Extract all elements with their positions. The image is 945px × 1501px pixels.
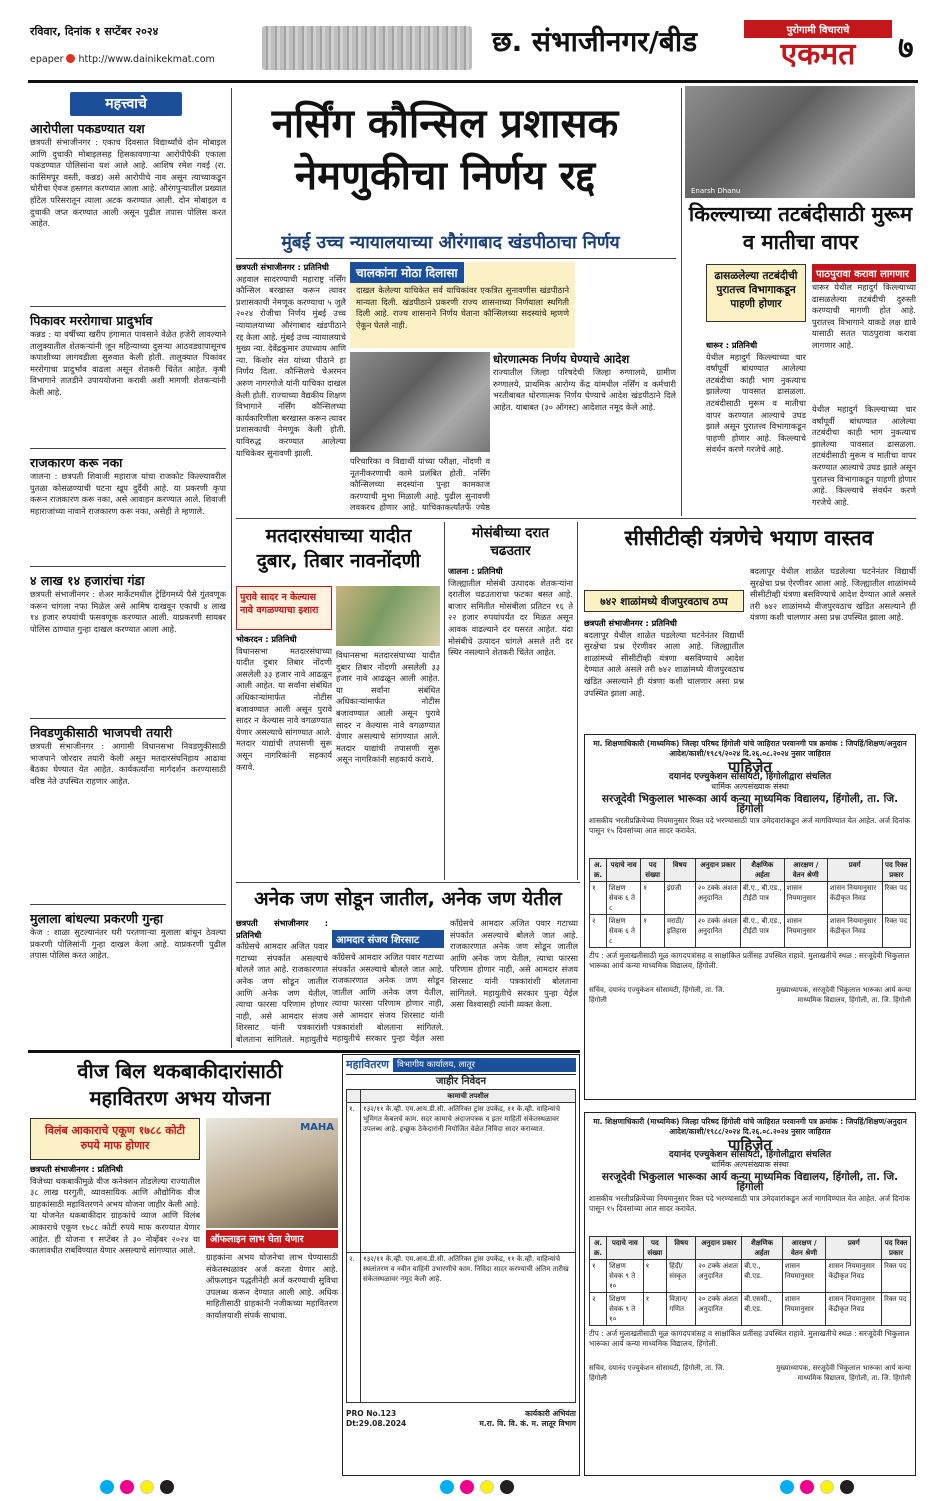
ad2-sign-right: मुख्याध्यापक, सरजूदेवी भिकुलाल भारूका आर्य कन्या माध्यमिक विद्यालय, हिंगोली, ता. जि. हिंगोली: [776, 1364, 911, 1382]
epaper-label: epaper: [30, 54, 64, 65]
lead-column-1: [236, 262, 346, 512]
ad2-ref: मा. शिक्षणाधिकारी (माध्यमिक) जिल्हा परिषद हिंगोली यांचे जाहिरात परवानगी पत्र क्रमांक : जिपहिं/शिक्षण/अनुदान आदेश/काशी/१९८८/२०२४ दि.२६.०८.२०२४ नुसार जाहिरात: [593, 1117, 907, 1136]
page-number: ७: [898, 31, 914, 66]
ad2-school: सरजूदेवी भिकुलाल भारूका आर्य कन्या माध्यमिक विद्यालय, हिंगोली, ता. जि. हिंगोली: [601, 1171, 899, 1193]
tender-signatory: कार्यकारी अभियंता: [525, 1409, 576, 1418]
tender-footer: [346, 1409, 576, 1429]
table-cell: शिक्षण सेवक ९ ते १०: [607, 1260, 643, 1293]
table-cell: बी.ए., बी.एड., टीईटी पात्र: [740, 882, 784, 915]
table-header: प्रवर्ग: [827, 859, 882, 882]
table-header: अनुदान प्रकार: [695, 859, 740, 882]
ad2-sign-left: सचिव, दयानंद एज्युकेशन सोसायटी, हिंगोली, ता. जि. हिंगोली: [589, 1364, 725, 1382]
mahavitaran-headline-line1: वीज बिल थकबाकीदारांसाठी: [77, 1059, 283, 1083]
mosambi-headline-line2: चढउतार: [490, 543, 531, 559]
voters-box: [236, 586, 332, 630]
table-cell: १: [643, 1260, 667, 1293]
registration-mark: [780, 1480, 794, 1494]
voters-headline-line2: दुबार, तिबार नावनोंदणी: [256, 550, 421, 572]
table-header: कामाची तपशील: [361, 1090, 576, 1103]
table-cell: शिक्षण सेवक ९ ते १०: [607, 1293, 643, 1326]
mahavitaran-column-2: ग्राहकांना अभय योजनेचा लाभ घेण्यासाठी संकेतस्थळावर अर्ज करता येणार आहे. ऑफलाइन पद्धतीनेही अर्ज करण्याची सुविधा उपलब्ध करून देण्यात आली आहे. अधिक माहितीसाठी ग्राहकांनी नजीकच्या महावितरण कार्यालयाशी संपर्क साधावा.: [206, 1252, 338, 1320]
sidebar-story: [30, 312, 226, 453]
mahavitaran-headline-line2: महावितरण अभय योजना: [89, 1086, 271, 1110]
table-cell: १: [643, 1293, 667, 1326]
ad2-tag: धार्मिक अल्पसंख्याक संस्था: [711, 1160, 789, 1169]
ad2-title: पाहिजेत: [728, 1136, 772, 1154]
table-row: [590, 915, 911, 948]
fort-box-title: पाठपुरावा करावा लागणार: [812, 264, 916, 282]
tender-notice: [342, 1054, 580, 1476]
registration-mark: [440, 1480, 454, 1494]
table-row: [347, 1253, 576, 1403]
table-row: [590, 1293, 911, 1326]
globe-icon: [66, 54, 75, 63]
sidebar-story: [30, 572, 226, 693]
table-cell: १: [590, 882, 607, 915]
table-cell: शिक्षण सेवक ६ ते ८: [606, 915, 640, 948]
mosambi-column: [448, 566, 573, 876]
table-cell: विज्ञान/गणित: [667, 1293, 696, 1326]
table-header-row: [590, 1237, 911, 1260]
table-row: [347, 1103, 576, 1253]
table-header: पद संख्या: [641, 859, 664, 882]
table-cell: १: [590, 1260, 607, 1293]
mosambi-body: जिल्ह्यातील मोसंबी उत्पादक शेतकऱ्यांना दरातील चढउताराचा फटका बसत आहे. बाजार समितीत मोसंबीला प्रतिटन १६ ते २२ हजार रुपयांपर्यंत दर मिळत असून आवक वाढल्याने दर घसरत आहेत. यंदा मोसंबीचे उत्पादन चांगले असले तरी दर स्थिर नसल्याने शेतकरी चिंतेत आहेत.: [448, 577, 573, 658]
mahavitaran-dateline: छत्रपती संभाजीनगर : प्रतिनिधी: [30, 1164, 123, 1174]
mosambi-divider: [577, 522, 578, 880]
mahavitaran-photo-label: MAHA: [300, 1122, 334, 1133]
ad2-society: दयानंद एज्युकेशन सोसायटी, हिंगोलीद्वारा संचलित: [668, 1150, 832, 1160]
table-cell: शासन नियमानुसार: [782, 1293, 826, 1326]
table-cell: रिक्त पद: [882, 1293, 911, 1326]
ad1-ref: मा. शिक्षणाधिकारी (माध्यमिक) जिल्हा परिषद हिंगोली यांचे जाहिरात परवानगी पत्र क्रमांक : जिपहिं/शिक्षण/अनुदान आदेश/काशी/१९८९/२०२४ दि.२६.०८.२०२४ नुसार जाहिरात: [593, 739, 907, 758]
fort-side-box: [812, 264, 916, 400]
table-cell: बी.एससी., बी.एड.: [742, 1293, 783, 1326]
table-cell: १: [641, 882, 664, 915]
ad1-intro: शासकीय भरतीप्रक्रियेच्या नियमानुसार रिक्त पदे भरण्यासाठी पात्र उमेदवारांकडून अर्ज मागविण्यात येत आहेत. अर्ज दिनांक पासून १५ दिवसांच्या आत सादर करावेत.: [589, 816, 910, 835]
voters-dateline: भोकरदन : प्रतिनिधी: [236, 634, 297, 644]
lead-body: अहवाल सादरण्याची महाराष्ट्र नर्सिंग कौन्सिल बरखास्त करून त्यावर प्रशासकाची नेमणूक करण्याचा ५ जुलै २०२४ रोजीचा निर्णय मुंबई उच्च न्यायालयाच्या औरंगाबाद खंडपीठाने रद्द केला आहे. मुंबई उच्च न्यायालयाचे मुख्य न्या. देवेंद्रकुमार उपाध्याय आणि न्या. किशोर संत यांच्या पीठाने हा निर्णय दिला. कौन्सिलचे चेअरमन अरुण नागरगोजे यांनी याचिका दाखल केली होती. राज्याच्या वैद्यकीय शिक्षण विभागाने नर्सिंग कौन्सिलच्या कार्यकारिणीला बरखास्त करून त्यावर प्रशासकाची नेमणूक केली होती. याविरुद्ध करण्यात आलेल्या याचिकेवर सुनावणी झाली.: [236, 273, 346, 458]
table-cell: शासन नियमानुसार केंद्रीकृत निवड: [827, 882, 882, 915]
masthead-date: रविवार, दिनांक १ सप्टेंबर २०२४: [30, 25, 159, 38]
table-cell: शासन नियमानुसार: [784, 882, 827, 915]
table-cell: रिक्त पद: [882, 915, 910, 948]
lead-rule: [236, 258, 676, 259]
table-cell: शिक्षण सेवक ६ ते ८: [606, 882, 640, 915]
table-header-row: [347, 1090, 576, 1103]
table-cell: इंग्रजी: [664, 882, 695, 915]
tender-signatory-office: म.रा. वि. वि. कं. म. लातूर विभाग: [479, 1419, 576, 1428]
lead-dateline: छत्रपती संभाजीनगर : प्रतिनिधी: [236, 262, 329, 272]
fort-headline: किल्ल्याच्या तटबंदीसाठी मुरूम व मातीचा वापर: [688, 202, 913, 254]
tender-logo: महावितरण: [346, 1058, 389, 1071]
ad1-sign-right: मुख्याध्यापक, सरजूदेवी भिकुलाल भारूका आर्य कन्या माध्यमिक विद्यालय, हिंगोली, ता. जि. हिंगोली: [776, 986, 911, 1004]
lead-subheadline: मुंबई उच्च न्यायालयाच्या औरंगाबाद खंडपीठाचा निर्णय: [281, 233, 620, 253]
lead-box-text: दाखल केलेल्या याचिकेत सर्व याचिकांवर एकत्रित सुनावणीस खंडपीठाने मान्यता दिली. खंडपीठाने प्रकरणी राज्य शासनाच्या निर्णयाला स्थगिती दिली आहे. राज्य शासनाने निर्णय घेताना कौन्सिलच्या सदस्यांचे म्हणणे ऐकून घेतले नाही.: [356, 285, 569, 330]
fort-body-col1: [706, 340, 806, 510]
masthead-skyline-art: [262, 26, 472, 70]
table-cell: बी.ए., बी.एड., टीईटी पात्र: [740, 915, 784, 948]
fort-sub-box: ढासळलेल्या तटबंदीची पुरातत्त्व विभागाकडून पाहणी होणार: [706, 264, 806, 322]
sirsat-dateline: छत्रपती संभाजीनगर : प्रतिनिधी: [236, 918, 328, 940]
mosambi-dateline: जालना : प्रतिनिधी: [448, 566, 503, 576]
cctv-column-1: [584, 618, 744, 728]
mosambi-headline-line1: मोसंबीच्या दरात: [471, 525, 550, 541]
tender-table: [346, 1089, 576, 1403]
table-cell: १३२/११ के.व्ही. एम.आय.डी.सी. अतिरिक्त ट्रांस उपकेंद्र, ११ के.व्ही. वाहिन्यांचे भूमिगत केबलचे काम. सदर कामाचे अंदाजपत्रक व इतर माहिती संकेतस्थळावर उपलब्ध आहे. इच्छुक ठेकेदारांनी नियोजित वेळेत निविदा सादर कराव्यात.: [361, 1103, 576, 1253]
sidebar-story: [30, 120, 226, 297]
table-cell: शासन नियमानुसार: [782, 1260, 826, 1293]
table-cell: २० टक्के अंशतः अनुदानित: [696, 1293, 742, 1326]
cctv-body: बदलापूर येथील शाळेत घडलेल्या घटनेनंतर विद्यार्थी सुरक्षेचा प्रश्न ऐरणीवर आला आहे. जिल्ह्यातील शाळांमध्ये सीसीटीव्ही यंत्रणा बसविण्याचे आदेश देण्यात आले असले तरी ७४२ शाळांमध्ये वीजपुरवठाच खंडित असल्याने ही यंत्रणा कशी चालणार असा प्रश्न उपस्थित झाला आहे.: [584, 629, 744, 698]
ad1-tag: धार्मिक अल्पसंख्याक संस्था: [711, 782, 789, 791]
tender-pro-date: Dt:29.08.2024: [346, 1419, 407, 1428]
table-cell: मराठी/इतिहास: [664, 915, 695, 948]
table-cell: शासन नियमानुसार केंद्रीकृत निवड: [826, 1293, 882, 1326]
sidebar-story-title: मुलाला बांधल्या प्रकरणी गुन्हा: [30, 911, 163, 926]
voters-box-title: पुरावे सादर न केल्यास नावे वगळण्याचा इशारा: [240, 592, 319, 616]
table-cell: १: [641, 915, 664, 948]
sidebar-story-title: निवडणुकीसाठी भाजपची तयारी: [30, 725, 173, 740]
lead-highlight-box: [350, 262, 575, 348]
ad1-note: टीप : अर्ज मुलाखतीसाठी मूळ कागदपत्रांसह व साक्षांकित प्रतींसह उपस्थित राहावे. मुलाखतीचे स्थळ : सरजूदेवी भिकुलाल भारूका आर्य कन्या माध्यमिक विद्यालय, हिंगोली.: [589, 951, 910, 970]
masthead-rule: [28, 80, 918, 83]
voters-divider: [444, 522, 445, 880]
ad1-sign-left: सचिव, दयानंद एज्युकेशन सोसायटी, हिंगोली, ता. जि. हिंगोली: [589, 986, 725, 1004]
table-header: शैक्षणिक अर्हता: [740, 859, 784, 882]
table-header: प्रवर्ग: [826, 1237, 882, 1260]
table-header: पद रिक्त प्रकार: [882, 859, 910, 882]
table-cell: शासन नियमानुसार केंद्रीकृत निवड: [826, 1260, 882, 1293]
voters-body: विधानसभा मतदारसंघाच्या यादीत दुबार तिबार नोंदणी असलेली ३३ हजार नावे आढळून आली आहेत. या सर्वांना संबंधित अधिकाऱ्यांमार्फत नोटीस बजावण्यात आली असून पुरावे सादर न केल्यास नावे वगळण्यात येणार असल्याचे सांगण्यात आले. मतदार याद्यांची तपासणी सुरू असून नागरिकांनी सहकार्य करावे.: [236, 645, 332, 772]
sidebar-story-title: आरोपीला पकडण्यात यश: [30, 121, 145, 136]
registration-mark: [500, 1480, 514, 1494]
sidebar-story-title: राजकारण करू नका: [30, 455, 123, 470]
registration-mark: [160, 1480, 174, 1494]
mahavitaran-body: विजेच्या थकबाकीमुळे वीज कनेक्शन तोडलेल्या राज्यातील ३८ लाख घरगुती, व्यावसायिक आणि औद्योगिक वीज ग्राहकांसाठी महावितरणने अभय योजना जाहीर केली आहे. या योजनेत थकबाकीदार ग्राहकांचे व्याज आणि विलंब आकाराचे एकूण १७८८ कोटी रुपये माफ करण्यात येणार आहेत. ही योजना १ सप्टेंबर ते ३० नोव्हेंबर २०२४ या कालावधीत राबविण्यात येणार असल्याचे सांगण्यात आले.: [30, 1175, 200, 1256]
table-cell: २: [590, 915, 607, 948]
table-cell: शासन नियमानुसार: [784, 915, 827, 948]
table-cell: रिक्त पद: [882, 882, 910, 915]
cctv-dateline: छत्रपती संभाजीनगर : प्रतिनिधी: [584, 618, 677, 628]
classified-ad-1: [584, 734, 916, 1100]
ad1-society: दयानंद एज्युकेशन सोसायटी, हिंगोलीद्वारा संचलित: [668, 772, 832, 782]
table-cell: २.: [347, 1253, 361, 1403]
mahavitaran-box: विलंब आकाराचे एकूण १७८८ कोटी रुपये माफ होणार: [30, 1118, 200, 1160]
sidebar-story-text: छत्रपती संभाजीनगर : शेअर मार्केटमधील ट्रेडिंगमध्ये पैसे गुंतवणूक करून चांगला नफा मिळेल असे आमिष दाखवून एकाची ४ लाख १४ हजार रुपयांची फसवणूक करण्यात आली. याप्रकरणी सायबर पोलिस ठाण्यात गुन्हा दाखल करण्यात आला आहे.: [30, 589, 226, 634]
sidebar-separator: [30, 448, 226, 449]
fort-divider: [681, 88, 682, 516]
registration-mark: [120, 1480, 134, 1494]
website-url[interactable]: http://www.dainikekmat.com: [78, 54, 215, 65]
table-header-row: [590, 859, 911, 882]
table-header: अ. क्र.: [590, 1237, 607, 1260]
voters-column-2: विधानसभा मतदारसंघाच्या यादीत दुबार तिबार नोंदणी असलेली ३३ हजार नावे आढळून आली आहेत. या सर्वांना संबंधित अधिकाऱ्यांमार्फत नोटीस बजावण्यात आली असून पुरावे सादर न केल्यास नावे वगळण्यात येणार असल्याचे सांगण्यात आले. मतदार याद्यांची तपासणी सुरू असून नागरिकांनी सहकार्य करावे.: [336, 650, 440, 765]
registration-mark: [460, 1480, 474, 1494]
table-header: पद रिक्त प्रकार: [882, 1237, 911, 1260]
ad1-table: [589, 858, 911, 948]
sidebar-separator: [30, 306, 226, 307]
table-cell: २: [590, 1293, 607, 1326]
section-rule: [236, 518, 916, 519]
lead-headline-line2: नेमणुकीचा निर्णय रद्द: [294, 153, 596, 199]
sidebar-story: [30, 724, 226, 871]
table-cell: २० टक्के अंशतः अनुदानित: [695, 915, 740, 948]
table-cell: २० टक्के अंशतः अनुदानित: [696, 1260, 742, 1293]
section-title: छ. संभाजीनगर/बीड: [492, 25, 698, 58]
tender-office: विभागीय कार्यालय, लातूर: [393, 1058, 576, 1072]
registration-mark: [480, 1480, 494, 1494]
sidebar-story: [30, 910, 226, 1047]
section-rule: [236, 882, 580, 883]
sidebar-separator: [30, 718, 226, 719]
brand-logo: [744, 20, 892, 76]
table-row: [590, 1260, 911, 1293]
sidebar-separator: [30, 904, 226, 905]
voters-photo: [336, 586, 440, 646]
sirsat-headline: अनेक जण सोडून जातील, अनेक जण येतील: [254, 888, 562, 910]
lead-photo-caption-text: राज्यातील जिल्हा परिषदेची जिल्हा रुग्णालये, ग्रामीण रुग्णालये, प्राथमिक आरोग्य केंद्र यांमधील नर्सिंग व कर्मचारी भरतीबाबत धोरणात्मक निर्णय घेण्याचे आदेश खंडपीठाने दिले आहेत. याबाबत (३० ऑगस्ट) आदेशात नमूद केले आहे.: [493, 367, 676, 412]
cctv-sub-box: ७४२ शाळांमध्ये वीजपुरवठाच ठप्प: [584, 590, 744, 612]
lead-photo-caption-block: [493, 352, 676, 508]
table-header: अनुदान प्रकार: [696, 1237, 742, 1260]
registration-mark: [140, 1480, 154, 1494]
tender-sign-block: [479, 1409, 576, 1429]
sirsat-column-3: काँग्रेसचे आमदार अजित पवार गटाच्या संपर्कात असल्याचे बोलले जात आहे. राजकारणात अनेक जण सोडून जातील आणि अनेक जण येतील, त्याचा फारसा परिणाम होणार नाही, असे आमदार संजय शिरसाट यांनी पत्रकारांशी बोलताना सांगितले. महायुतीचे सरकार पुन्हा येईल असा विश्वासही त्यांनी व्यक्त केला.: [450, 918, 578, 1010]
sidebar-separator: [30, 566, 226, 567]
table-header: विषय: [664, 859, 695, 882]
ad1-signatures: [589, 985, 911, 1005]
sidebar-story-text: कन्नड : या वर्षीच्या खरीप हंगामात पावसाने वेळेत हजेरी लावल्याने तालुक्यातील शेतकऱ्यांनी जून महिन्याच्या दुसऱ्या आठवड्यापासूनच कपाशीच्या लागवडीला सुरुवात केली होती. तालुक्यात पिकांवर मररोगाचा प्रादुर्भाव वाढला असून शेतकरी चिंतेत आहेत. कृषी विभागाने तातडीने उपाययोजना करावी अशी मागणी शेतकऱ्यांनी केली आहे.: [30, 329, 226, 397]
table-cell: बी.ए., बी.एड.: [742, 1260, 783, 1293]
sidebar-story: [30, 454, 226, 555]
lead-headline: [220, 98, 670, 202]
registration-mark: [840, 1480, 854, 1494]
sidebar-heading: महत्त्वाचे: [70, 92, 182, 116]
voters-column-1: [236, 634, 332, 878]
lead-column-3: परिचारिका व विद्यार्थी यांच्या परीक्षा, नोंदणी व नूतनीकरणाची कामे प्रलंबित होती. नर्सिंग कौन्सिलच्या सदस्यांना पुन्हा कामकाज करण्याची मुभा मिळाली आहे. पुढील सुनावणी लवकरच होणार आहे. याचिकाकर्त्यांतर्फे ज्येष्ठ: [350, 456, 490, 512]
table-cell: १.: [347, 1103, 361, 1253]
sirsat-body: काँग्रेसचे आमदार अजित पवार गटाच्या संपर्कात असल्याचे बोलले जात आहे. राजकारणात अनेक जण सोडून जातील आणि अनेक जण येतील, त्याचा फारसा परिणाम होणार नाही, असे आमदार संजय शिरसाट यांनी पत्रकारांशी बोलताना सांगितले. महायुतीचे: [236, 941, 328, 1044]
sirsat-box-title: आमदार संजय शिरसाट: [332, 930, 444, 948]
tender-pro-block: [346, 1409, 406, 1429]
table-header: आरक्षण / वेतन श्रेणी: [782, 1237, 826, 1260]
lead-headline-line1: नर्सिंग कौन्सिल प्रशासक: [271, 101, 619, 147]
mahavitaran-banner: ऑफलाइन लाभ घेता येणार: [206, 1230, 338, 1248]
table-header: पद संख्या: [643, 1237, 667, 1260]
sidebar-story-text: छत्रपती संभाजीनगर : आगामी विधानसभा निवडणुकीसाठी भाजपाने जोरदार तयारी केली असून मतदारसंघनिहाय आढावा बैठका घेण्यात येत आहेत. कार्यकर्त्यांना मार्गदर्शन करण्यासाठी वरिष्ठ नेते उपस्थित राहणार आहेत.: [30, 741, 226, 786]
tender-pro-no: PRO No.123: [346, 1409, 397, 1418]
sirsat-column-1: [236, 918, 328, 1044]
table-header: आरक्षण / वेतन श्रेणी: [784, 859, 827, 882]
tender-title: जाहीर निवेदन: [435, 1076, 487, 1087]
mosambi-headline: [448, 524, 573, 560]
court-building-photo: [350, 352, 490, 452]
sidebar-story-text: छत्रपती संभाजीनगर : एकाच दिवसात विद्यार्थ्यांचे दोन मोबाइल आणि दुचाकी मोबाइलसह हिसकावणाऱ्या आरोपीपैकी एकाला पकडण्यात पोलिसांना यश आले आहे. आशिष रमेश गवई (रा. कासिमपूर वस्ती, कन्नड) असे आरोपीचे नाव असून त्याच्याकडून चोरीचा ऐवज हस्तगत करण्यात आला आहे. औरंगपुऱ्यातील प्रख्यात हॉटेल परिसरातून त्याला अटक करण्यात आली. दोन मोबाइल व दुचाकी जप्त करण्यात आली असून पुढील तपास पोलिस करत आहेत.: [30, 137, 226, 229]
fort-dateline: धारूर : प्रतिनिधी: [706, 340, 758, 350]
ad2-signatures: [589, 1363, 911, 1383]
registration-mark: [800, 1480, 814, 1494]
sirsat-column-2: काँग्रेसचे आमदार अजित पवार गटाच्या संपर्कात असल्याचे बोलले जात आहे. राजकारणात अनेक जण सोडून जातील आणि अनेक जण येतील, त्याचा फारसा परिणाम होणार नाही, असे आमदार संजय शिरसाट यांनी पत्रकारांशी बोलताना सांगितले. महायुतीचे सरकार पुन्हा येईल असा: [332, 952, 444, 1044]
lead-photo-caption: धोरणात्मक निर्णय घेण्याचे आदेश: [493, 352, 630, 366]
section-rule: [28, 1050, 580, 1053]
mahavitaran-press-photo: [206, 1118, 338, 1228]
mahavitaran-column-1: [30, 1164, 200, 1476]
cctv-column-2: बदलापूर येथील शाळेत घडलेल्या घटनेनंतर विद्यार्थी सुरक्षेचा प्रश्न ऐरणीवर आला आहे. जिल्ह्यातील शाळांमध्ये सीसीटीव्ही यंत्रणा बसविण्याचे आदेश देण्यात आले असले तरी ७४२ शाळांमध्ये वीजपुरवठाच खंडित असल्याने ही यंत्रणा कशी चालणार असा प्रश्न उपस्थित झाला आहे.: [750, 566, 916, 623]
fort-wall-photo: [685, 86, 915, 198]
brand-tagline: पुरोगामी विचाराचे: [744, 20, 892, 38]
brand-name: एकमत: [780, 37, 856, 72]
ad2-note: टीप : अर्ज मुलाखतीसाठी मूळ कागदपत्रांसह व साक्षांकित प्रतींसह उपस्थित राहावे. मुलाखतीचे स्थळ : सरजूदेवी भिकुलाल भारूका आर्य कन्या माध्यमिक विद्यालय, हिंगोली.: [589, 1329, 910, 1348]
registration-mark: [820, 1480, 834, 1494]
ad2-table: [589, 1236, 911, 1326]
table-row: [590, 882, 911, 915]
table-cell: २० टक्के अंशतः अनुदानित: [695, 882, 740, 915]
classified-ad-2: [584, 1112, 916, 1476]
table-cell: हिंदी/संस्कृत: [667, 1260, 696, 1293]
photo-credit: Enarsh Dhanu: [691, 187, 741, 195]
epaper-url[interactable]: [30, 54, 215, 65]
lead-box-title: चालकांना मोठा दिलासा: [350, 262, 464, 283]
ad1-title: पाहिजेत: [728, 758, 772, 776]
table-header: पदाचे नाव: [607, 1237, 643, 1260]
sidebar-story-text: केज : शाळा सुटल्यानंतर घरी परतणाऱ्या मुलाला बांधून ठेवल्या प्रकरणी पोलिसांनी गुन्हा दाखल केला आहे. याप्रकरणी पुढील तपास पोलिस करत आहेत.: [30, 927, 226, 961]
mahavitaran-headline: [30, 1058, 330, 1112]
table-header: शैक्षणिक अर्हता: [742, 1237, 783, 1260]
table-cell: शासन नियमानुसार केंद्रीकृत निवड: [827, 915, 882, 948]
tender-header: [346, 1058, 576, 1075]
table-header: विषय: [667, 1237, 696, 1260]
ad2-intro: शासकीय भरतीप्रक्रियेच्या नियमानुसार रिक्त पदे भरण्यासाठी पात्र उमेदवारांकडून अर्ज मागविण्यात येत आहेत. अर्ज दिनांक पासून १५ दिवसांच्या आत सादर करावेत.: [589, 1194, 910, 1213]
ad1-school: सरजूदेवी भिकुलाल भारूका आर्य कन्या माध्यमिक विद्यालय, हिंगोली, ता. जि. हिंगोली: [601, 793, 899, 815]
voters-headline: [236, 524, 441, 574]
sidebar-story-text: जालना : छत्रपती शिवाजी महाराज यांचा राजकोट किल्ल्यावरील पुतळा कोसळण्याची घटना खूप दुर्दैवी आहे. या प्रकरणी कृपा करून राजकारण करू नका, असे आवाहन करण्यात आले. शिवाजी महाराजांच्या नावाने राजकारण करू नका, असेही ते म्हणाले.: [30, 471, 226, 516]
voters-headline-line1: मतदारसंघाच्या यादीत: [265, 525, 412, 547]
sidebar-story-title: ४ लाख १४ हजारांचा गंडा: [30, 573, 145, 588]
fort-body: येथील महादुर्ग किल्ल्याच्या चार वर्षांपूर्वी बांधण्यात आलेल्या तटबंदीचा काही भाग नुकत्याच झालेल्या पावसात ढासळला. तटबंदीसाठी मुरूम व मातीचा वापर करण्यात आल्याचे उघड झाले असून पुरातत्त्व विभागाकडून पाहणी होणार आहे. किल्ल्याचे संवर्धन करणे गरजेचे आहे.: [706, 351, 806, 455]
table-cell: १३२/११ के.व्ही. एम.आय.डी.सी. अतिरिक्त ट्रांस उपकेंद्र, ११ के.व्ही. वाहिन्यांचे स्थलांतरण व नवीन वाहिनी उभारणीचे काम. निविदा सादर करण्याची अंतिम तारीख संकेतस्थळावर नमूद केली आहे.: [361, 1253, 576, 1403]
fort-body-col2: येथील महादुर्ग किल्ल्याच्या चार वर्षांपूर्वी बांधण्यात आलेल्या तटबंदीचा काही भाग नुकत्याच झालेल्या पावसात ढासळला. तटबंदीसाठी मुरूम व मातीचा वापर करण्यात आल्याचे उघड झाले असून पुरातत्त्व विभागाकडून पाहणी होणार आहे. किल्ल्याचे संवर्धन करणे गरजेचे आहे.: [812, 404, 916, 507]
sidebar-story-title: पिकावर मररोगाचा प्रादुर्भाव: [30, 313, 153, 328]
table-header: पदाचे नाव: [606, 859, 640, 882]
table-header: [347, 1090, 361, 1103]
registration-mark: [100, 1480, 114, 1494]
cctv-headline: सीसीटीव्ही यंत्रणेचे भयाण वास्तव: [624, 526, 874, 550]
table-cell: रिक्त पद: [882, 1260, 911, 1293]
table-header: अ. क्र.: [590, 859, 607, 882]
fort-box-text: धारूर येथील महादुर्ग किल्ल्याच्या ढासळलेल्या तटबंदीची दुरुस्ती करण्याची मागणी होत आहे. पुरातत्त्व विभागाने याकडे लक्ष द्यावे यासाठी सतत पाठपुरावा करावा लागणार आहे.: [812, 282, 916, 350]
